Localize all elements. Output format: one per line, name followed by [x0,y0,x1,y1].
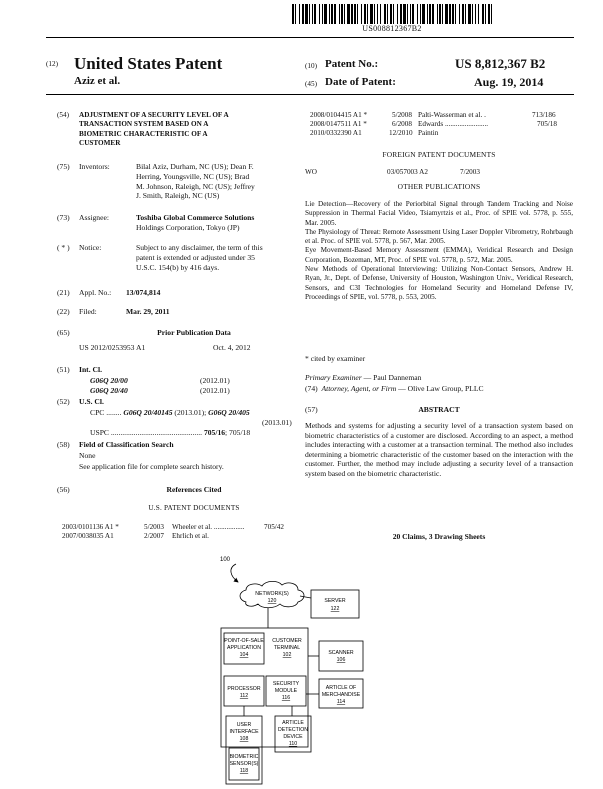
notice-text: Subject to any disclaimer, the term of this patent is extended or adjusted under 35 U.S.C. 154(b) by 416 days. [136,243,263,272]
other-pubs-list [305,200,573,302]
ref-row: 2003/0101136 A1 * [62,523,119,531]
us-cl-label: U.S. Cl. [79,397,104,406]
uspc-line: USPC ................................................ 705/16; 705/18 [90,428,251,437]
appl-no-label: Appl. No.: [79,288,112,297]
publication-item: New Methods of Operational Interviewing: Utilizing Non-Contact Sensors, Andrew H. Ryan, Jr., Dept. of Defense, University of Houston, Washington Univ., Veridical Research, Sensors, and C3I Technologies for Homeland Security and Homeland Defense IV, Proceedings of SPIE, vol. 5778, p. 553, 2005. [305,265,573,301]
svg-text:DEVICE: DEVICE [283,734,303,740]
svg-text:BIOMETRIC: BIOMETRIC [229,754,259,760]
svg-text:INTERFACE: INTERFACE [229,729,259,735]
ref-class: 705/18 [537,120,557,128]
filed-label: Filed: [79,307,97,316]
cpc-version: (2013.01) [262,418,292,427]
field-22-code: (22) [57,307,70,316]
field-56-code: (56) [57,485,70,494]
ref-class: 713/186 [532,111,556,119]
system-diagram [0,548,603,789]
ref-name: Paintin [418,129,439,137]
abstract-heading: ABSTRACT [418,405,460,414]
inventors-label: Inventors: [79,162,110,171]
foreign-date: 7/2003 [460,168,480,176]
attorney-line: (74) Attorney, Agent, or Firm — Olive Law Group, PLLC [305,384,484,393]
assignee: Toshiba Global Commerce Solutions Holdings Corporation, Tokyo (JP) [136,213,255,232]
ref-row: 2010/0332390 A1 [310,129,362,137]
ref-date: 12/2010 [389,129,413,137]
foreign-docs-heading: FOREIGN PATENT DOCUMENTS [382,150,496,159]
svg-text:NETWORK(S): NETWORK(S) [255,591,289,597]
code-10: (10) [305,62,317,70]
figure-ref-arrow [231,564,238,582]
primary-examiner: Primary Examiner — Paul Danneman [305,373,422,382]
field-search-label: Field of Classification Search [79,440,174,449]
inventor-short: Aziz et al. [74,75,121,87]
inventors: Bilal Aziz, Durham, NC (US); Dean F. Herring, Youngsville, NC (US); Brad M. Johnson, Raleigh, NC (US); Jeffrey J. Smith, Raleigh, NC (US) [136,162,255,201]
publication-item: The Physiology of Threat: Remote Assessment Using Laser Doppler Vibrometry, Rohrbaugh et al. Proc. of SPIE vol. 5778, p. 567, Mar. 2005. [305,227,573,246]
references-heading: References Cited [166,485,222,494]
cited-by-examiner: * cited by examiner [305,354,366,363]
claims-summary: 20 Claims, 3 Drawing Sheets [392,532,486,541]
field-51-code: (51) [57,365,70,374]
field-58-code: (58) [57,440,70,449]
svg-text:MERCHANDISE: MERCHANDISE [321,692,361,698]
ref-row: 2008/0104415 A1 * [310,111,368,119]
patent-country: United States Patent [74,54,223,73]
svg-text:SERVER: SERVER [324,598,346,604]
int-cl-2: G06Q 20/40 [90,386,128,395]
ref-name: Edwards ........................ [418,120,489,128]
appl-no: 13/074,814 [126,288,161,297]
code-12: (12) [46,60,58,68]
ref-row: 2007/0038035 A1 [62,532,114,540]
ref-class: 705/42 [264,523,284,531]
publication-item: Eye Movement-Based Memory Assessment (EMMA), Veridical Research and Design Corporation, Bozeman, MT, Proc. of SPIE vol. 5778, p. 572, Mar. 2005. [305,246,573,264]
svg-text:ARTICLE: ARTICLE [282,720,304,726]
svg-text:104: 104 [239,652,249,658]
svg-text:MODULE: MODULE [274,688,298,694]
patent-number-label: Patent No.: [325,58,379,70]
svg-text:118: 118 [239,768,249,774]
field-52-code: (52) [57,397,70,406]
date-label: Date of Patent: [325,76,396,88]
svg-text:SECURITY: SECURITY [272,681,300,687]
assignee-label: Assignee: [79,213,109,222]
svg-text:106: 106 [336,657,346,663]
field-21-code: (21) [57,288,70,297]
svg-text:114: 114 [336,699,346,705]
svg-text:APPLICATION: APPLICATION [227,645,261,651]
figure-ref: 100 [219,557,231,563]
svg-text:TERMINAL: TERMINAL [273,645,301,651]
code-45: (45) [305,80,317,88]
ref-name: Ehrlich et al. [172,532,209,540]
field-75-code: (75) [57,162,70,171]
other-pubs-heading: OTHER PUBLICATIONS [397,182,481,191]
header-bottom-rule [46,94,574,95]
field-54-code: (54) [57,111,69,119]
field-73-code: (73) [57,213,70,222]
svg-text:ARTICLE OF: ARTICLE OF [325,685,357,691]
ref-date: 5/2003 [144,523,164,531]
server-box [311,590,359,618]
int-cl-1: G06Q 20/00 [90,376,128,385]
foreign-country: WO [305,168,317,176]
field-search-see: See application file for complete search history. [79,462,224,471]
svg-text:110: 110 [288,741,298,747]
svg-text:116: 116 [281,695,291,701]
scanner-box [319,641,363,671]
svg-text:POINT-OF-SALE: POINT-OF-SALE [224,638,264,644]
prior-pub-number: US 2012/0253953 A1 [79,343,146,352]
barcode [292,4,492,24]
invention-title: ADJUSTMENT OF A SECURITY LEVEL OF A TRANSACTION SYSTEM BASED ON A BIOMETRIC CHARACTERISTIC OF A CUSTOMER [79,111,229,148]
ref-date: 2/2007 [144,532,164,540]
ref-name: Wheeler et al. ................. [172,523,245,531]
publication-item: Lie Detection—Recovery of the Periorbital Signal through Tandem Tracking and Noise Suppression in Thermal Facial Video, Tsiamyrtzis et al., Proc. of SPIE vol. 5778, p. 555, Mar. 2005. [305,200,573,227]
notice-code: ( * ) [57,243,70,252]
svg-text:108: 108 [239,736,249,742]
patent-date: Aug. 19, 2014 [474,75,544,89]
ref-name: Palti-Wasserman et al. . [418,111,486,119]
svg-text:120: 120 [267,598,277,604]
svg-text:SENSOR(S): SENSOR(S) [229,761,259,767]
svg-text:PROCESSOR: PROCESSOR [227,686,261,692]
header-top-rule [46,37,574,38]
prior-pub-date: Oct. 4, 2012 [213,343,251,352]
int-cl-label: Int. Cl. [79,365,102,374]
field-57-code: (57) [305,405,318,414]
int-cl-1-ver: (2012.01) [200,376,230,385]
barcode-number: US008812367B2 [362,24,422,33]
us-patent-docs-heading: U.S. PATENT DOCUMENTS [148,504,240,512]
field-search-none: None [79,451,96,460]
filed-date: Mar. 29, 2011 [126,307,170,316]
svg-text:112: 112 [239,693,249,699]
notice-label: Notice: [79,243,102,252]
ref-date: 5/2008 [392,111,412,119]
field-65-code: (65) [57,328,70,337]
ref-row: 2008/0147511 A1 * [310,120,367,128]
ref-date: 6/2008 [392,120,412,128]
abstract-text: Methods and systems for adjusting a security level of a transaction system based on biometric characteristics of a customer are disclosed. According to an aspect, a method includes interacting with a customer at a transaction terminal. The method also includes determining a biometric characteristic of the customer based on the interaction with the customer. Further, the method may include adjusting a security level of a transaction system based on the biometric characteristic. [305,421,573,478]
foreign-number: 03/057003 A2 [387,168,428,176]
svg-text:122: 122 [330,606,340,612]
prior-pub-heading: Prior Publication Data [157,328,231,337]
int-cl-2-ver: (2012.01) [200,386,230,395]
svg-text:102: 102 [282,652,292,658]
patent-number: US 8,812,367 B2 [455,56,546,71]
svg-text:USER: USER [236,722,252,728]
svg-text:DETECTION: DETECTION [278,727,308,733]
svg-text:CUSTOMER: CUSTOMER [272,638,302,644]
cpc-line: CPC ........ G06Q 20/40145 (2013.01); G06Q 20/405 [90,408,250,417]
svg-text:SCANNER: SCANNER [328,650,354,656]
